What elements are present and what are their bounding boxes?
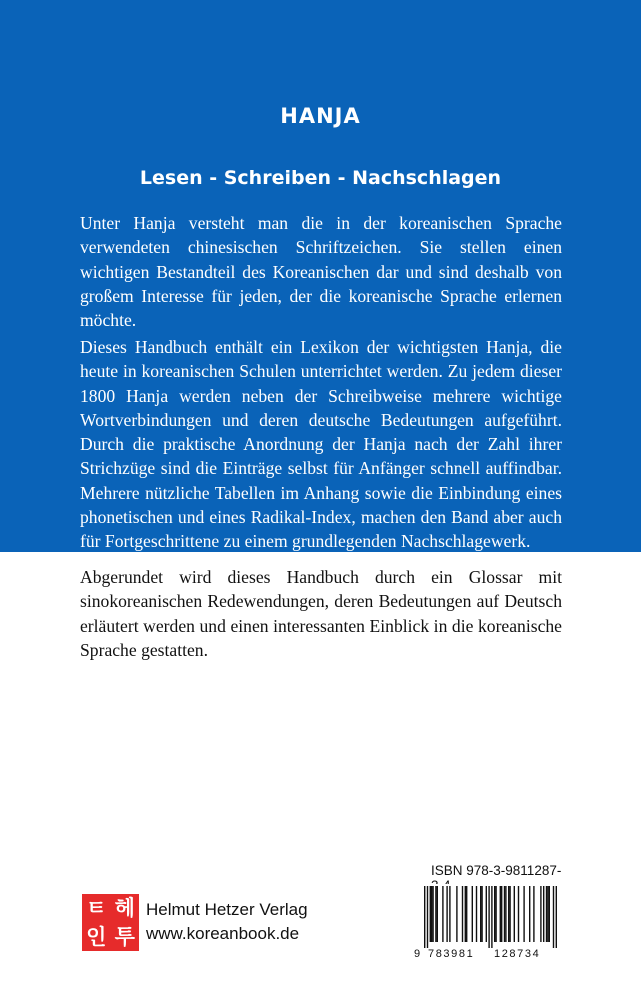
barcode-bar (456, 886, 457, 942)
barcode-bar (501, 886, 502, 942)
barcode-bar (509, 886, 510, 942)
isbn-barcode (412, 884, 564, 960)
barcode-bar (442, 886, 443, 942)
barcode-bar (466, 886, 467, 942)
barcode-bar (480, 886, 481, 942)
barcode-digits-left: 783981 (428, 948, 475, 960)
barcode-bar (465, 886, 466, 942)
barcode-bar (546, 886, 547, 942)
barcode-bar (481, 886, 482, 942)
barcode-digits-right: 128734 (494, 948, 541, 960)
barcode-bar (476, 886, 477, 942)
publisher-name: Helmut Hetzer Verlag (146, 900, 308, 919)
blurb-paragraph-2: Dieses Handbuch enthält ein Lexikon der wichtigsten Hanja, die heute in koreanischen Schulen unterrichtet werden. Zu jedem dieser 1800 Hanja werden neben der Schreibweise mehrere wichtige Wortverbindungen und deren deutsche Bedeutungen aufgeführt. Durch die praktische Anordnung der Hanja nach der Zahl ihrer Strichzüge sind die Einträge selbst für Anfänger schnell auffindbar. Mehrere nützliche Tabellen im Anhang sowie die Einbindung eines phonetischen und eines Radikal-Index, machen den Band aber auch für Fortgeschrittene zu einem grundlegenden Nachschlagewerk. (80, 337, 562, 552)
publisher-url: www.koreanbook.de (146, 924, 300, 943)
barcode-bar (491, 886, 492, 948)
barcode-bar (508, 886, 509, 942)
barcode-bar (523, 886, 524, 942)
publisher-logo (82, 894, 139, 951)
barcode-bar (486, 886, 487, 942)
barcode-bar (432, 886, 433, 942)
barcode-bar (533, 886, 534, 942)
barcode-bar (500, 886, 501, 942)
blurb-paragraph-3: Abgerundet wird dieses Handbuch durch ein Glossar mit sinokoreanischen Redewendungen, deren Bedeutungen auf Deutsch erläutert werden und einen interessanten Einblick in die koreanische Sprache gestatten. (80, 567, 562, 660)
barcode-bar (462, 886, 463, 942)
barcode-bar (547, 886, 548, 942)
barcode-bar (553, 886, 554, 948)
barcode-bar (505, 886, 506, 942)
logo-glyph: 투 (114, 924, 135, 949)
barcode-bar (431, 886, 432, 942)
barcode-bar (427, 886, 428, 948)
isbn-number: ISBN 978-3-9811287- (431, 863, 562, 878)
barcode-bar (494, 886, 495, 942)
isbn-block (412, 862, 564, 960)
barcode-bar (556, 886, 557, 948)
barcode-bar (430, 886, 431, 942)
book-subtitle: Lesen - Schreiben - Nachschlagen (139, 167, 502, 189)
barcode-bar (549, 886, 550, 942)
barcode-bar (472, 886, 473, 942)
book-title: HANJA (280, 104, 361, 128)
barcode-bar (495, 886, 496, 942)
barcode-digit-first: 9 (414, 948, 421, 960)
logo-glyph: ㅌ (86, 896, 107, 920)
barcode-bar (543, 886, 544, 942)
barcode-bar (488, 886, 489, 948)
barcode-bar (446, 886, 447, 942)
blurb-paragraph-1: Unter Hanja versteht man die in der koreanischen Sprache verwendeten chinesischen Schriftzeichen. Sie stellen einen wichtigen Bestandteil des Koreanischen dar und sind deshalb von großem Interesse für jeden, der die koreanische Sprache erlernen möchte. (80, 213, 562, 331)
barcode-bar (435, 886, 436, 942)
barcode-bar (514, 886, 515, 942)
barcode-bar (540, 886, 541, 942)
barcode-bar (437, 886, 438, 942)
publisher-block (82, 869, 382, 959)
barcode-bar (529, 886, 530, 942)
barcode-bar (449, 886, 450, 942)
barcode-bar (518, 886, 519, 942)
logo-glyph: 헤 (114, 896, 135, 920)
barcode-bar (504, 886, 505, 942)
barcode-bar (424, 886, 425, 948)
logo-glyph: 인 (86, 924, 107, 949)
